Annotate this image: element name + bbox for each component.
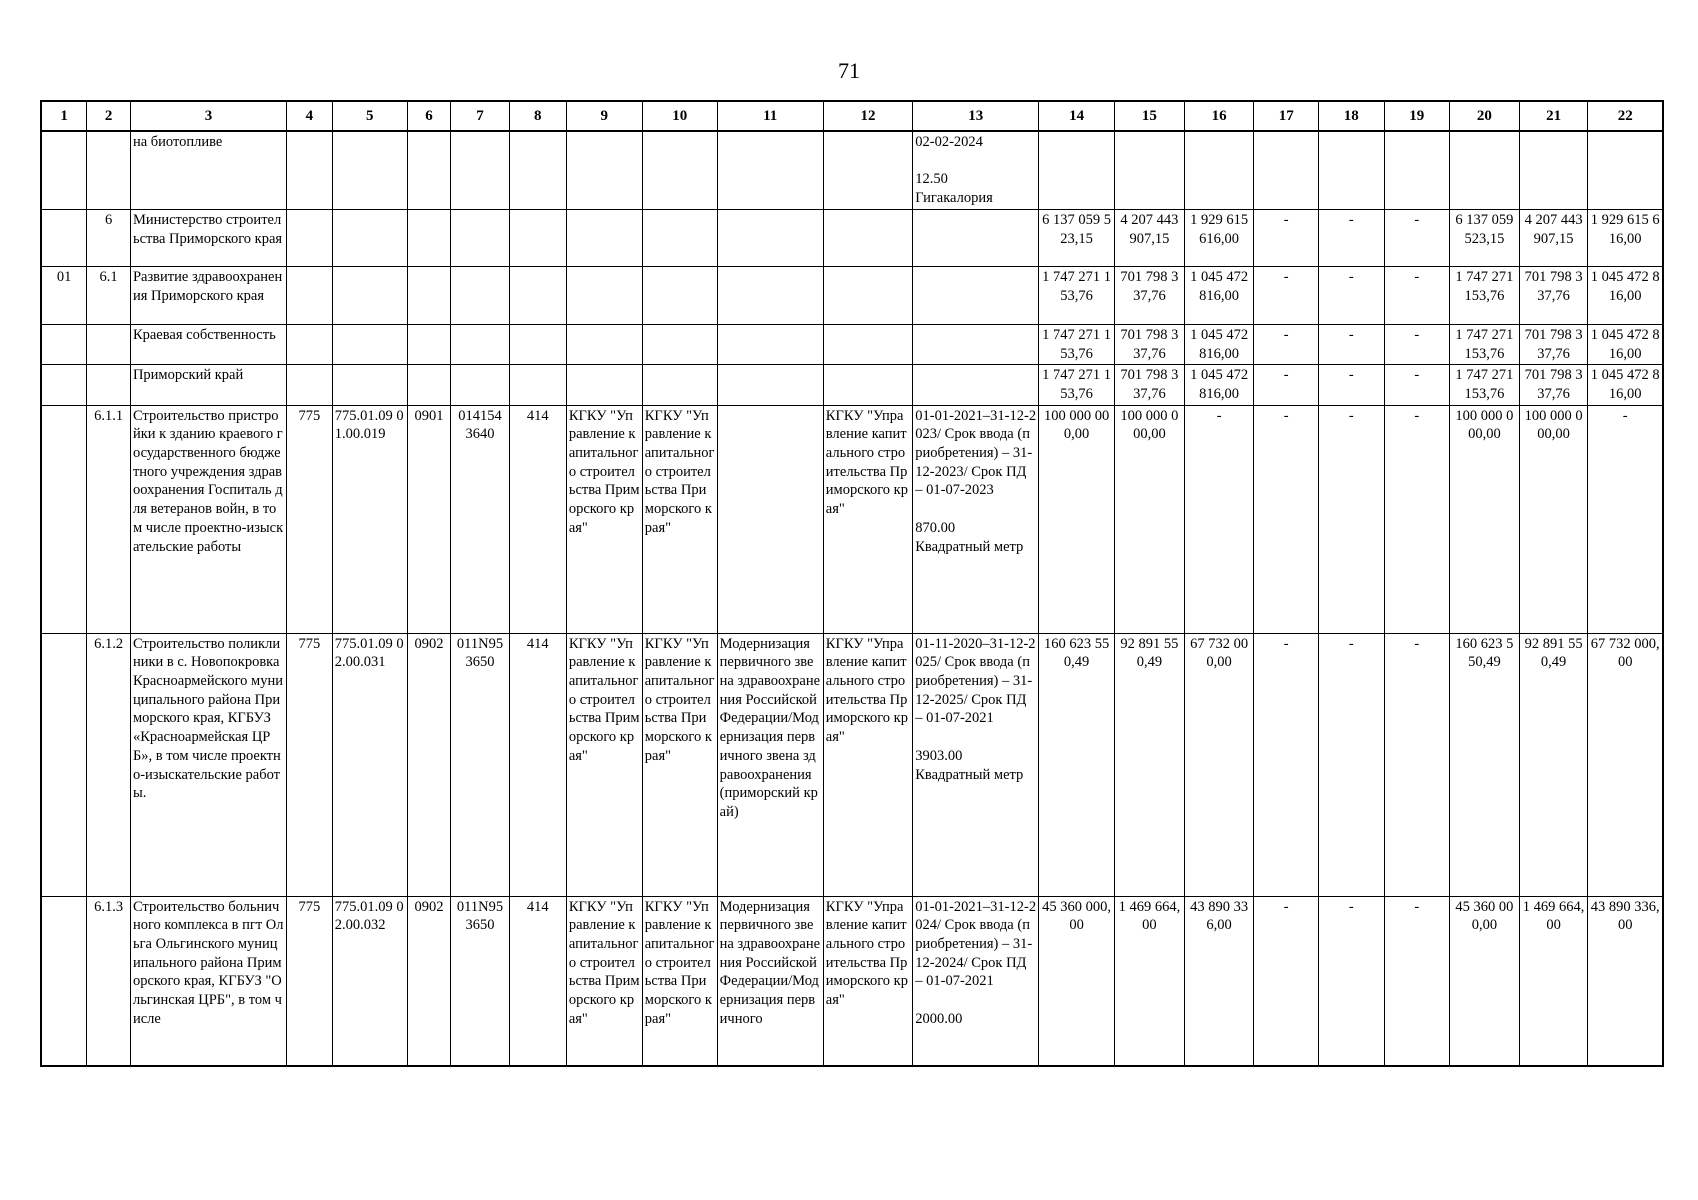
table-cell-col-7 (451, 365, 509, 405)
table-row (41, 405, 1663, 633)
table-cell-col-16: 1 929 615 616,00 (1184, 209, 1254, 266)
column-header-5: 5 (332, 101, 407, 131)
table-row (41, 365, 1663, 405)
table-cell-col-12: КГКУ "Управление капитального строительства Приморского края" (823, 896, 912, 1066)
table-row (41, 209, 1663, 266)
table-cell-col-14: 160 623 550,49 (1039, 633, 1115, 896)
column-header-17: 17 (1254, 101, 1319, 131)
table-cell-col-12 (823, 324, 912, 364)
table-cell-col-17: - (1254, 266, 1319, 324)
table-cell-col-6: 0901 (407, 405, 451, 633)
table-cell-col-20: 100 000 000,00 (1450, 405, 1520, 633)
column-header-4: 4 (287, 101, 333, 131)
table-cell-col-11 (717, 365, 823, 405)
table-cell-col-1 (41, 633, 87, 896)
table-cell-col-13 (913, 209, 1039, 266)
table-cell-col-20: 45 360 000,00 (1450, 896, 1520, 1066)
table-cell-col-2 (87, 131, 131, 209)
table-cell-col-15: 701 798 337,76 (1115, 266, 1185, 324)
table-cell-col-21: 1 469 664,00 (1519, 896, 1588, 1066)
table-cell-col-11 (717, 266, 823, 324)
table-cell-col-2 (87, 324, 131, 364)
table-cell-col-3: Строительство больничного комплекса в пгт Ольга Ольгинского муниципального района Приморского края, КГБУЗ "Ольгинская ЦРБ", в том числе (130, 896, 286, 1066)
table-cell-col-21: 4 207 443 907,15 (1519, 209, 1588, 266)
table-cell-col-2: 6 (87, 209, 131, 266)
column-header-8: 8 (509, 101, 566, 131)
table-cell-col-14: 45 360 000,00 (1039, 896, 1115, 1066)
table-cell-col-12: КГКУ "Управление капитального строительства Приморского края" (823, 633, 912, 896)
column-header-2: 2 (87, 101, 131, 131)
table-row (41, 896, 1663, 1066)
column-header-3: 3 (130, 101, 286, 131)
table-cell-col-16: 67 732 000,00 (1184, 633, 1254, 896)
column-header-22: 22 (1588, 101, 1663, 131)
table-cell-col-10: КГКУ "Управление капитального строительства Приморского края" (642, 896, 717, 1066)
table-cell-col-18: - (1318, 405, 1384, 633)
table-cell-col-7 (451, 266, 509, 324)
table-cell-col-19: - (1384, 209, 1450, 266)
table-cell-col-3: на биотопливе (130, 131, 286, 209)
column-header-19: 19 (1384, 101, 1450, 131)
table-cell-col-3: Краевая собственность (130, 324, 286, 364)
column-header-21: 21 (1519, 101, 1588, 131)
table-cell-col-20: 160 623 550,49 (1450, 633, 1520, 896)
table-cell-col-13: 01-01-2021–31-12-2024/ Срок ввода (приобретения) – 31-12-2024/ Срок ПД – 01-07-2021 2000.00 (913, 896, 1039, 1066)
table-cell-col-7: 011N95 3650 (451, 633, 509, 896)
table-cell-col-15 (1115, 131, 1185, 209)
table-cell-col-9 (566, 324, 642, 364)
table-cell-col-4: 775 (287, 896, 333, 1066)
table-cell-col-11: Модернизация первичного звена здравоохранения Российской Федерации/Модернизация первичного звена здравоохранения (приморский край) (717, 633, 823, 896)
table-cell-col-9: КГКУ "Управление капитального строительства Приморского края" (566, 405, 642, 633)
column-header-6: 6 (407, 101, 451, 131)
table-cell-col-10 (642, 266, 717, 324)
table-cell-col-1 (41, 131, 87, 209)
table-cell-col-13 (913, 324, 1039, 364)
table-cell-col-7 (451, 131, 509, 209)
column-header-1: 1 (41, 101, 87, 131)
table-cell-col-1 (41, 324, 87, 364)
column-header-14: 14 (1039, 101, 1115, 131)
table-cell-col-9 (566, 131, 642, 209)
table-cell-col-17: - (1254, 633, 1319, 896)
table-cell-col-5 (332, 209, 407, 266)
table-cell-col-13: 01-01-2021–31-12-2023/ Срок ввода (приобретения) – 31-12-2023/ Срок ПД – 01-07-2023 870.00 Квадратный метр (913, 405, 1039, 633)
table-cell-col-1 (41, 365, 87, 405)
table-cell-col-3: Строительство пристройки к зданию краевого государственного бюджетного учреждения здравоохранения Госпиталь для ветеранов войн, в том числе проектно-изыскательские работы (130, 405, 286, 633)
table-cell-col-9 (566, 266, 642, 324)
table-cell-col-17: - (1254, 209, 1319, 266)
table-cell-col-11 (717, 209, 823, 266)
table-cell-col-16: 1 045 472 816,00 (1184, 266, 1254, 324)
table-cell-col-10 (642, 365, 717, 405)
table-cell-col-19: - (1384, 266, 1450, 324)
table-cell-col-14 (1039, 131, 1115, 209)
table-cell-col-22: 1 045 472 816,00 (1588, 324, 1663, 364)
table-cell-col-14: 1 747 271 153,76 (1039, 324, 1115, 364)
table-cell-col-1 (41, 896, 87, 1066)
table-cell-col-12 (823, 365, 912, 405)
table-cell-col-10: КГКУ "Управление капитального строительства Приморского края" (642, 633, 717, 896)
table-cell-col-6: 0902 (407, 633, 451, 896)
table-cell-col-15: 701 798 337,76 (1115, 324, 1185, 364)
table-cell-col-18: - (1318, 633, 1384, 896)
table-cell-col-17: - (1254, 896, 1319, 1066)
table-cell-col-10 (642, 324, 717, 364)
table-cell-col-6 (407, 266, 451, 324)
table-cell-col-9: КГКУ "Управление капитального строительства Приморского края" (566, 633, 642, 896)
table-cell-col-15: 1 469 664,00 (1115, 896, 1185, 1066)
table-cell-col-5 (332, 365, 407, 405)
table-row (41, 324, 1663, 364)
table-cell-col-16 (1184, 131, 1254, 209)
table-cell-col-18 (1318, 131, 1384, 209)
table-cell-col-14: 6 137 059 523,15 (1039, 209, 1115, 266)
table-cell-col-6 (407, 365, 451, 405)
table-cell-col-21: 100 000 000,00 (1519, 405, 1588, 633)
column-header-9: 9 (566, 101, 642, 131)
table-cell-col-8 (509, 365, 566, 405)
table-cell-col-5 (332, 131, 407, 209)
table-cell-col-3: Развитие здравоохранения Приморского края (130, 266, 286, 324)
table-cell-col-17 (1254, 131, 1319, 209)
table-cell-col-4 (287, 131, 333, 209)
table-cell-col-16: 1 045 472 816,00 (1184, 324, 1254, 364)
table-cell-col-19: - (1384, 896, 1450, 1066)
table-cell-col-15: 4 207 443 907,15 (1115, 209, 1185, 266)
table-cell-col-2: 6.1.3 (87, 896, 131, 1066)
table-cell-col-20: 1 747 271 153,76 (1450, 324, 1520, 364)
table-cell-col-21: 701 798 337,76 (1519, 365, 1588, 405)
table-cell-col-4 (287, 365, 333, 405)
table-cell-col-20: 1 747 271 153,76 (1450, 266, 1520, 324)
table-cell-col-5: 775.01.09 01.00.019 (332, 405, 407, 633)
table-cell-col-4 (287, 266, 333, 324)
table-cell-col-16: 43 890 336,00 (1184, 896, 1254, 1066)
table-row (41, 633, 1663, 896)
column-header-12: 12 (823, 101, 912, 131)
table-cell-col-10: КГКУ "Управление капитального строительства Приморского края" (642, 405, 717, 633)
table-cell-col-4: 775 (287, 405, 333, 633)
table-cell-col-11 (717, 131, 823, 209)
table-cell-col-8: 414 (509, 896, 566, 1066)
table-cell-col-6 (407, 131, 451, 209)
column-header-13: 13 (913, 101, 1039, 131)
table-cell-col-22: 1 045 472 816,00 (1588, 266, 1663, 324)
table-cell-col-11 (717, 324, 823, 364)
table-cell-col-11 (717, 405, 823, 633)
table-cell-col-21: 701 798 337,76 (1519, 324, 1588, 364)
table-cell-col-19: - (1384, 633, 1450, 896)
table-cell-col-18: - (1318, 324, 1384, 364)
table-cell-col-19: - (1384, 365, 1450, 405)
table-cell-col-18: - (1318, 209, 1384, 266)
page-number: 71 (838, 58, 860, 83)
table-cell-col-6: 0902 (407, 896, 451, 1066)
table-cell-col-3: Министерство строительства Приморского края (130, 209, 286, 266)
table-cell-col-16: - (1184, 405, 1254, 633)
table-cell-col-9 (566, 365, 642, 405)
table-cell-col-8 (509, 131, 566, 209)
column-header-20: 20 (1450, 101, 1520, 131)
table-cell-col-2: 6.1 (87, 266, 131, 324)
table-cell-col-8 (509, 209, 566, 266)
table-cell-col-12 (823, 209, 912, 266)
table-cell-col-14: 100 000 000,00 (1039, 405, 1115, 633)
table-cell-col-13 (913, 365, 1039, 405)
table-cell-col-22: - (1588, 405, 1663, 633)
table-cell-col-13: 02-02-2024 12.50 Гигакалория (913, 131, 1039, 209)
table-cell-col-15: 100 000 000,00 (1115, 405, 1185, 633)
table-cell-col-22: 1 929 615 616,00 (1588, 209, 1663, 266)
column-header-11: 11 (717, 101, 823, 131)
table-cell-col-17: - (1254, 365, 1319, 405)
table-cell-col-19 (1384, 131, 1450, 209)
header-row (41, 101, 1663, 131)
table-cell-col-6 (407, 209, 451, 266)
table-cell-col-17: - (1254, 324, 1319, 364)
table-cell-col-22 (1588, 131, 1663, 209)
table-cell-col-22: 1 045 472 816,00 (1588, 365, 1663, 405)
table-cell-col-8 (509, 324, 566, 364)
table-cell-col-18: - (1318, 365, 1384, 405)
table-cell-col-4 (287, 324, 333, 364)
table-cell-col-17: - (1254, 405, 1319, 633)
table-cell-col-8 (509, 266, 566, 324)
table-cell-col-5: 775.01.09 02.00.031 (332, 633, 407, 896)
table-cell-col-1 (41, 209, 87, 266)
table-cell-col-19: - (1384, 405, 1450, 633)
table-cell-col-4 (287, 209, 333, 266)
table-cell-col-10 (642, 209, 717, 266)
table-cell-col-14: 1 747 271 153,76 (1039, 365, 1115, 405)
table-cell-col-7 (451, 209, 509, 266)
table-cell-col-16: 1 045 472 816,00 (1184, 365, 1254, 405)
table-cell-col-20: 1 747 271 153,76 (1450, 365, 1520, 405)
table-cell-col-20: 6 137 059 523,15 (1450, 209, 1520, 266)
table-cell-col-21: 92 891 550,49 (1519, 633, 1588, 896)
column-header-18: 18 (1318, 101, 1384, 131)
table-cell-col-18: - (1318, 266, 1384, 324)
table-cell-col-2: 6.1.1 (87, 405, 131, 633)
table-cell-col-3: Приморский край (130, 365, 286, 405)
table-row (41, 266, 1663, 324)
table-cell-col-10 (642, 131, 717, 209)
table-cell-col-12 (823, 131, 912, 209)
table-cell-col-8: 414 (509, 633, 566, 896)
table-cell-col-3: Строительство поликлиники в с. Новопокровка Красноармейского муниципального района Приморского края, КГБУЗ «Красноармейская ЦРБ», в том числе проектно-изыскательские работы. (130, 633, 286, 896)
table-cell-col-1: 01 (41, 266, 87, 324)
table-cell-col-13 (913, 266, 1039, 324)
table-cell-col-14: 1 747 271 153,76 (1039, 266, 1115, 324)
table-cell-col-13: 01-11-2020–31-12-2025/ Срок ввода (приобретения) – 31-12-2025/ Срок ПД – 01-07-2021 3903.00 Квадратный метр (913, 633, 1039, 896)
table-cell-col-11: Модернизация первичного звена здравоохранения Российской Федерации/Модернизация первичного (717, 896, 823, 1066)
table-cell-col-15: 92 891 550,49 (1115, 633, 1185, 896)
table-cell-col-5: 775.01.09 02.00.032 (332, 896, 407, 1066)
table-cell-col-7: 014154 3640 (451, 405, 509, 633)
table-cell-col-5 (332, 324, 407, 364)
table-cell-col-22: 67 732 000,00 (1588, 633, 1663, 896)
column-header-15: 15 (1115, 101, 1185, 131)
table-cell-col-12 (823, 266, 912, 324)
table-cell-col-7 (451, 324, 509, 364)
table-cell-col-7: 011N95 3650 (451, 896, 509, 1066)
table-cell-col-5 (332, 266, 407, 324)
table-cell-col-9 (566, 209, 642, 266)
table-cell-col-6 (407, 324, 451, 364)
table-cell-col-1 (41, 405, 87, 633)
table-cell-col-18: - (1318, 896, 1384, 1066)
table-cell-col-21 (1519, 131, 1588, 209)
table-cell-col-21: 701 798 337,76 (1519, 266, 1588, 324)
table-cell-col-12: КГКУ "Управление капитального строительства Приморского края" (823, 405, 912, 633)
table-row (41, 131, 1663, 209)
table-cell-col-19: - (1384, 324, 1450, 364)
budget-table (40, 100, 1664, 1067)
column-header-16: 16 (1184, 101, 1254, 131)
table-cell-col-9: КГКУ "Управление капитального строительства Приморского края" (566, 896, 642, 1066)
table-cell-col-22: 43 890 336,00 (1588, 896, 1663, 1066)
table-cell-col-4: 775 (287, 633, 333, 896)
table-cell-col-2 (87, 365, 131, 405)
table-cell-col-2: 6.1.2 (87, 633, 131, 896)
column-header-10: 10 (642, 101, 717, 131)
table-cell-col-20 (1450, 131, 1520, 209)
column-header-7: 7 (451, 101, 509, 131)
table-cell-col-15: 701 798 337,76 (1115, 365, 1185, 405)
table-cell-col-8: 414 (509, 405, 566, 633)
